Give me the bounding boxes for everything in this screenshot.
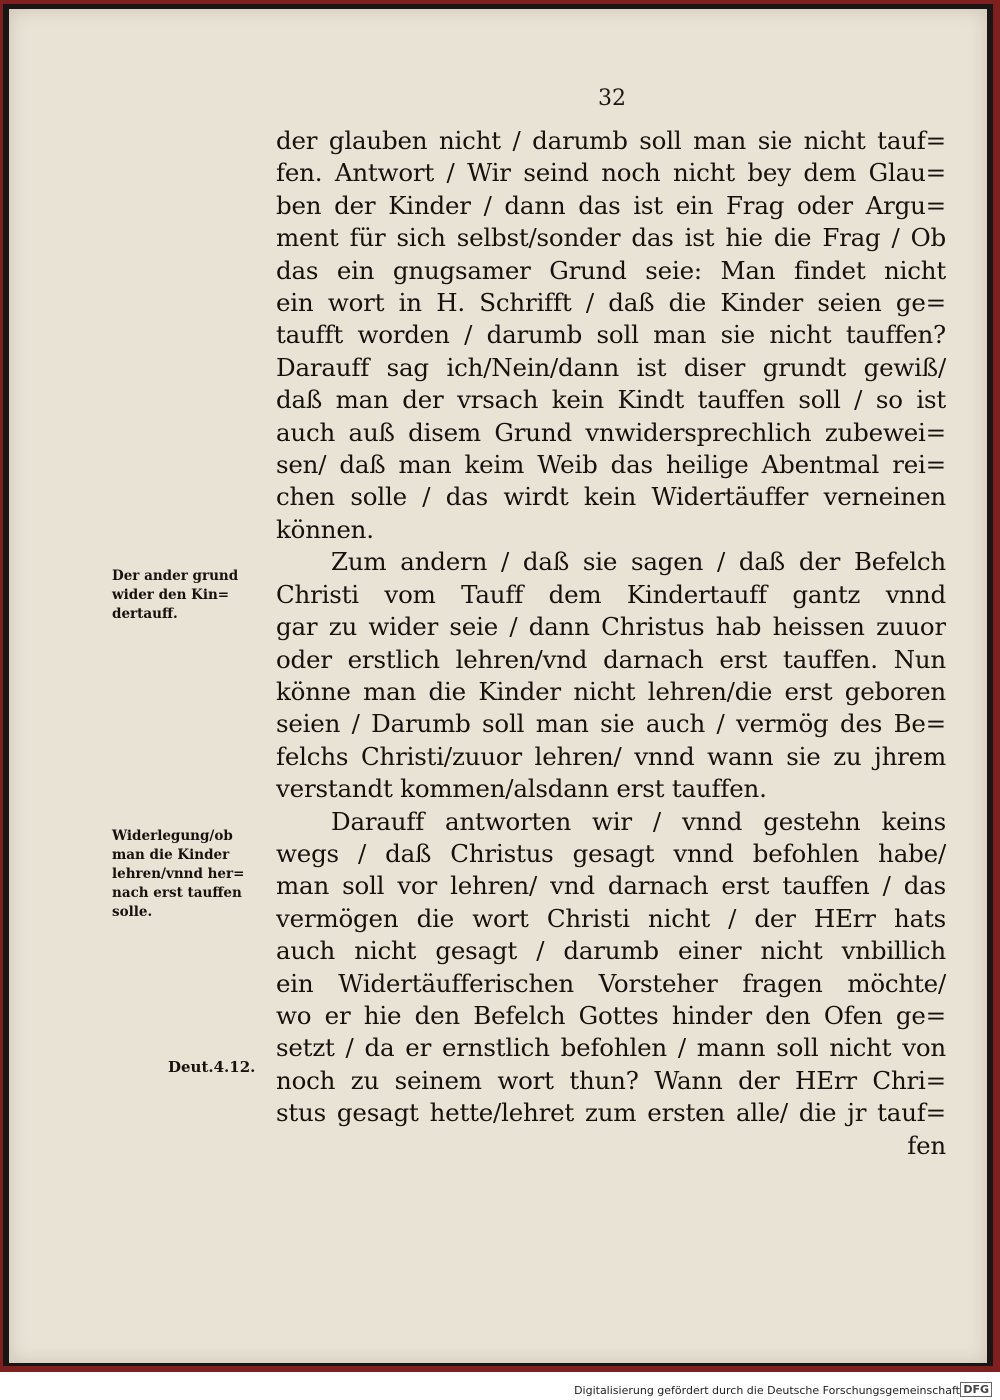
text-line: auch auß disem Grund vnwidersprechlich zubewei= [276,417,946,447]
text-line: Darauff sag ich/Nein/dann ist diser grundt gewiß/ [276,352,946,382]
page-number: 32 [598,86,626,111]
text-line: gar zu wider seie / dann Christus hab heissen zuuor [276,612,946,642]
main-text-block [276,125,946,1162]
text-line: seien / Darumb soll man sie auch / vermög des Be= [276,709,946,739]
marginal-note-refutation [112,827,272,922]
catchword: fen [907,1130,946,1160]
text-line: können. [276,514,374,544]
dfg-logo: DFG [960,1382,992,1397]
text-line: ben der Kinder / dann das ist ein Frag oder Argu= [276,190,946,220]
text-line: taufft worden / darumb soll man sie nicht tauffen? [276,320,946,350]
text-line: Christi vom Tauff dem Kindertauff gantz vnnd [276,579,946,609]
marginal-line: Deut.4.12. [168,1058,256,1076]
text-line: sen/ daß man keim Weib das heilige Abentmal rei= [276,450,946,480]
text-line: oder erstlich lehren/vnd darnach erst tauffen. Nun [276,644,946,674]
text-line: das ein gnugsamer Grund seie: Man findet nicht [276,255,946,285]
text-line: Darauff antworten wir / vnnd gestehn keins [331,806,946,836]
text-line: verstandt kommen/alsdann erst tauffen. [276,774,767,804]
text-line: chen solle / das wirdt kein Widertäuffer verneinen [276,482,946,512]
marginal-line: man die Kinder [112,847,230,863]
text-line: setzt / da er ernstlich befohlen / mann soll nicht von [276,1033,946,1063]
text-line: wo er hie den Befelch Gottes hinder den Ofen ge= [276,1000,946,1030]
marginal-line: solle. [112,904,153,920]
text-line: auch nicht gesagt / darumb einer nicht vnbillich [276,936,946,966]
marginal-note-ground [112,567,272,624]
text-line: felchs Christi/zuuor lehren/ vnnd wann sie zu jhrem [276,741,946,771]
text-line: ein wort in H. Schrifft / daß die Kinder seien ge= [276,288,946,318]
marginal-note-reference [168,1058,328,1077]
text-line: daß man der vrsach kein Kindt tauffen soll / so ist [276,385,946,415]
marginal-line: wider den Kin= [112,587,230,603]
text-line: man soll vor lehren/ vnd darnach erst tauffen / das [276,871,946,901]
marginal-line: Widerlegung/ob [112,828,233,844]
funding-credit: Digitalisierung gefördert durch die Deutsche Forschungsgemeinschaft [574,1384,960,1397]
marginal-line: Der ander grund [112,568,239,584]
text-line: ein Widertäufferischen Vorsteher fragen möchte/ [276,968,946,998]
marginal-line: nach erst tauffen [112,885,242,901]
text-line: Zum andern / daß sie sagen / daß der Befelch [331,547,946,577]
marginal-line: dertauff. [112,606,178,622]
text-line: fen. Antwort / Wir seind noch nicht bey dem Glau= [276,158,946,188]
text-line: stus gesagt hette/lehret zum ersten alle/ die jr tauf= [276,1098,946,1128]
text-line: noch zu seinem wort thun? Wann der HErr Chri= [276,1065,946,1095]
text-line: vermögen die wort Christi nicht / der HErr hats [276,903,946,933]
text-line: ment für sich selbst/sonder das ist hie die Frag / Ob [276,223,946,253]
text-line: wegs / daß Christus gesagt vnnd befohlen habe/ [276,838,946,868]
text-line: könne man die Kinder nicht lehren/die erst geboren [276,676,946,706]
text-line: der glauben nicht / darumb soll man sie nicht tauf= [276,126,946,155]
marginal-line: lehren/vnnd her= [112,866,245,882]
